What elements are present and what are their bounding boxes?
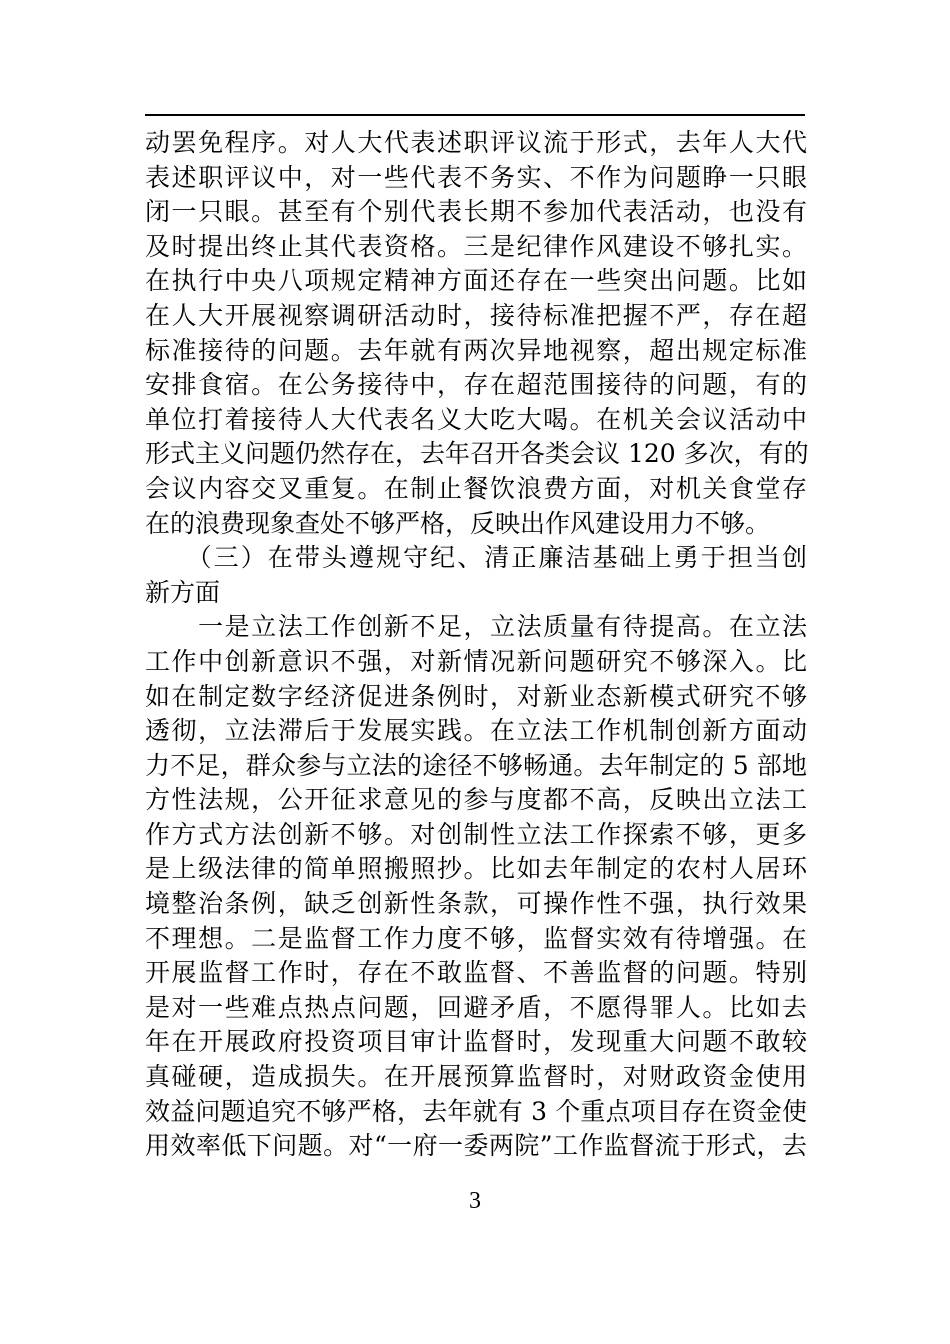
text-line: 在执行中央八项规定精神方面还存在一些突出问题。比如: [145, 266, 807, 296]
text-line: 会议内容交叉重复。在制止餐饮浪费方面，对机关食堂存: [145, 473, 807, 503]
text-line: 年在开展政府投资项目审计监督时，发现重大问题不敢较: [145, 1027, 807, 1057]
text-line: 真碰硬，造成损失。在开展预算监督时，对财政资金使用: [145, 1062, 807, 1092]
text-line: 及时提出终止其代表资格。三是纪律作风建设不够扎实。: [145, 231, 807, 261]
text-line: 单位打着接待人大代表名义大吃大喝。在机关会议活动中: [145, 404, 807, 434]
text-line: 形式主义问题仍然存在，去年召开各类会议 120 多次，有的: [145, 439, 809, 469]
text-line: 是上级法律的简单照搬照抄。比如去年制定的农村人居环: [145, 854, 807, 884]
text-line: 闭一只眼。甚至有个别代表长期不参加代表活动，也没有: [145, 197, 807, 227]
section-heading-line: 新方面: [145, 577, 221, 607]
text-line: 是对一些难点热点问题，回避矛盾，不愿得罪人。比如去: [145, 992, 807, 1022]
text-line: 工作中创新意识不强，对新情况新问题研究不够深入。比: [145, 646, 807, 676]
text-line: 安排食宿。在公务接待中，存在超范围接待的问题，有的: [145, 370, 807, 400]
text-line: 方性法规，公开征求意见的参与度都不高，反映出立法工: [145, 785, 807, 815]
page-number: 3: [469, 1188, 481, 1214]
text-line: 不理想。二是监督工作力度不够，监督实效有待增强。在: [145, 923, 807, 953]
section-heading-line: （三）在带头遵规守纪、清正廉洁基础上勇于担当创: [145, 543, 807, 573]
text-line: 开展监督工作时，存在不敢监督、不善监督的问题。特别: [145, 958, 807, 988]
text-line: 效益问题追究不够严格，去年就有 3 个重点项目存在资金使: [145, 1096, 807, 1126]
text-line: 境整治条例，缺乏创新性条款，可操作性不强，执行效果: [145, 889, 807, 919]
text-line: 一是立法工作创新不足，立法质量有待提高。在立法: [145, 612, 807, 642]
paragraph-end-line: 在的浪费现象查处不够严格，反映出作风建设用力不够。: [145, 508, 771, 538]
text-line: 用效率低下问题。对“一府一委两院”工作监督流于形式，去: [145, 1131, 807, 1161]
text-line: 标准接待的问题。去年就有两次异地视察，超出规定标准: [145, 335, 807, 365]
text-line: 透彻，立法滞后于发展实践。在立法工作机制创新方面动: [145, 716, 807, 746]
text-line: 作方式方法创新不够。对创制性立法工作探索不够，更多: [145, 819, 807, 849]
text-line: 表述职评议中，对一些代表不务实、不作为问题睁一只眼: [145, 162, 807, 192]
text-line: 动罢免程序。对人大代表述职评议流于形式，去年人大代: [145, 128, 807, 157]
text-line: 如在制定数字经济促进条例时，对新业态新模式研究不够: [145, 681, 807, 711]
header-rule: [145, 114, 805, 116]
body-text: [145, 126, 807, 1164]
text-line: 在人大开展视察调研活动时，接待标准把握不严，存在超: [145, 300, 807, 330]
text-line: 力不足，群众参与立法的途径不够畅通。去年制定的 5 部地: [145, 750, 807, 780]
